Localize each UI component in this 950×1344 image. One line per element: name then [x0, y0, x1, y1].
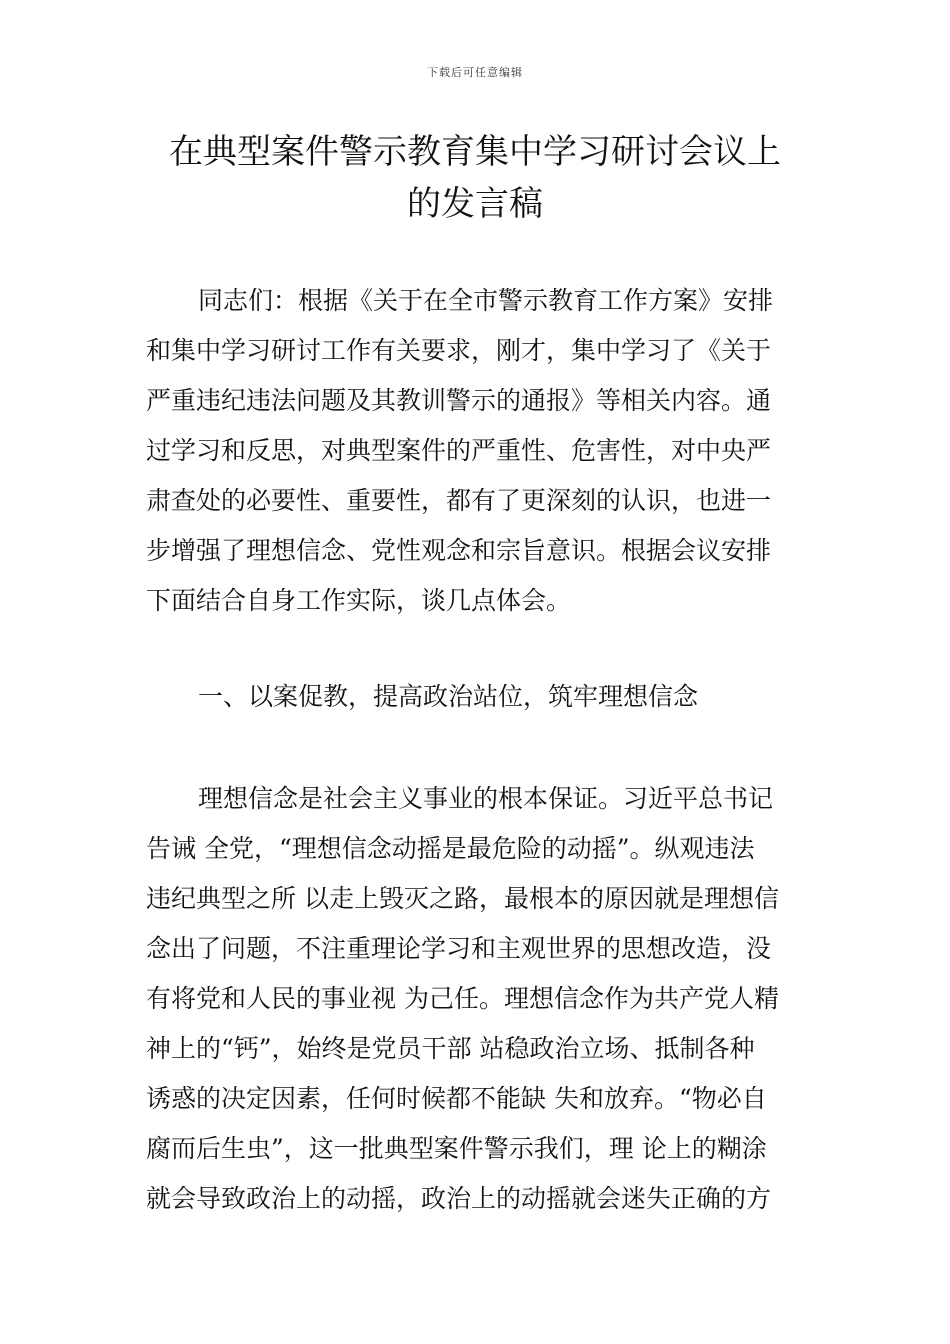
paragraph-line: 和集中学习研讨工作有关要求，刚才，集中学习了《关于: [146, 336, 772, 365]
paragraph-line: 念出了问题，不注重理论学习和主观世界的思想改造，没: [146, 934, 772, 963]
paragraph-section-1: [146, 774, 806, 1224]
section-heading-text: 一、以案促教，提高政治站位，筑牢理想信念: [198, 682, 699, 711]
paragraph-line: 同志们：根据《关于在全市警示教育工作方案》安排: [198, 286, 774, 315]
section-heading: [146, 672, 806, 722]
paragraph-line: 理想信念是社会主义事业的根本保证。习近平总书记: [198, 784, 774, 813]
paragraph-line: 就会导致政治上的动摇，政治上的动摇就会迷失正确的方: [146, 1184, 772, 1213]
paragraph-line: 诱惑的决定因素，任何时候都不能缺 失和放弃。“物必自: [146, 1084, 767, 1113]
paragraph-line: 下面结合自身工作实际，谈几点体会。: [146, 586, 572, 615]
paragraph-line: 神上的“钙”，始终是党员干部 站稳政治立场、抵制各种: [146, 1034, 755, 1063]
title-line-1: 在典型案件警示教育集中学习研讨会议上: [169, 132, 781, 172]
paragraph-line: 有将党和人民的事业视 为己任。理想信念作为共产党人精: [146, 984, 779, 1013]
paragraph-line: 肃查处的必要性、重要性，都有了更深刻的认识，也进一: [146, 486, 772, 515]
title-line-2: 的发言稿: [407, 184, 543, 224]
paragraph-line: 严重违纪违法问题及其教训警示的通报》等相关内容。通: [146, 386, 772, 415]
paragraph-line: 步增强了理想信念、党性观念和宗旨意识。根据会议安排: [146, 536, 772, 565]
paragraph-line: 违纪典型之所 以走上毁灭之路，最根本的原因就是理想信: [146, 884, 779, 913]
paragraph-opening: [146, 276, 806, 626]
paragraph-line: 腐而后生虫”，这一批典型案件警示我们，理 论上的糊涂: [146, 1134, 767, 1163]
paragraph-line: 过学习和反思，对典型案件的严重性、危害性，对中央严: [146, 436, 772, 465]
paragraph-line: 告诫 全党，“理想信念动摇是最危险的动摇”。纵观违法: [146, 834, 755, 863]
document-title: [0, 126, 950, 230]
header-note: 下载后可任意编辑: [427, 66, 523, 79]
